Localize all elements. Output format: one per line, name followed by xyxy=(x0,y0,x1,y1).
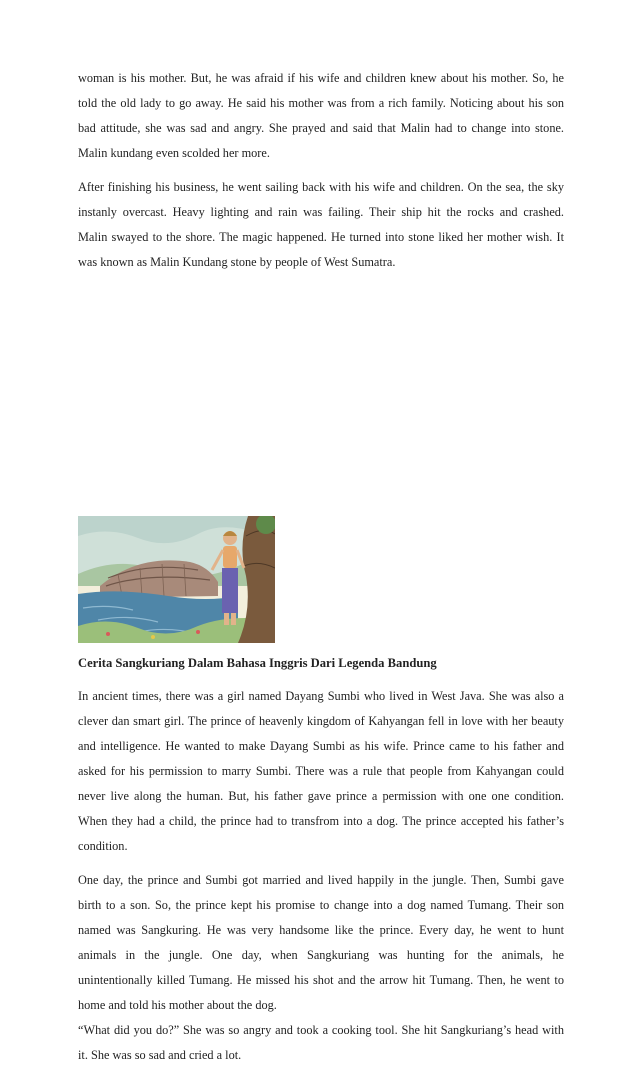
text-line: named was Sangkuring. He was very handsome like the prince. Every day, he went to hunt xyxy=(78,923,564,937)
text-line: One day, the prince and Sumbi got married and lived happily in the jungle. Then, Sumbi gave xyxy=(78,873,564,887)
word: told xyxy=(129,998,149,1012)
document-page xyxy=(78,66,564,1077)
text-line: animals in the jungle. One day, when Sangkuriang was hunting for the animals, he xyxy=(78,948,564,962)
text-line: Malin swayed to the shore. The magic happened. He turned into stone liked her mother wish. It xyxy=(78,230,564,244)
word: dog. xyxy=(255,998,277,1012)
text-line: it. She was so sad and cried a lot. xyxy=(78,1048,242,1062)
text-line: condition. xyxy=(78,839,128,853)
text-line: never live along the human. But, his father gave prince a permission with one one condition. xyxy=(78,789,564,803)
text-line: clever dan smart girl. The prince of heavenly kingdom of Kahyangan fell in love with her beauty xyxy=(78,714,564,728)
text-line: instanly overcast. Heavy lighting and rain was failing. Their ship hit the rocks and crashed. xyxy=(78,205,564,219)
text-line: After finishing his business, he went sailing back with his wife and children. On the sea, the sky xyxy=(78,180,564,194)
text-line: In ancient times, there was a girl named Dayang Sumbi who lived in West Java. She was also a xyxy=(78,689,564,703)
text-line-spread xyxy=(78,993,564,1018)
text-line: birth to a son. So, the prince kept his promise to change into a dog named Tumang. Their son xyxy=(78,898,564,912)
word: about xyxy=(206,998,235,1012)
text-line: was known as Malin Kundang stone by people of West Sumatra. xyxy=(78,255,396,269)
paragraph-2 xyxy=(78,175,564,275)
word: home xyxy=(78,998,106,1012)
word: his xyxy=(151,998,166,1012)
text-line: bad attitude, she was sad and angry. She prayed and said that Malin had to change into stone. xyxy=(78,121,564,135)
text-line: Malin kundang even scolded her more. xyxy=(78,146,270,160)
text-line: unintentionally killed Tumang. He missed his shot and the arrow hit Tumang. Then, he went to xyxy=(78,973,564,987)
text-line: “What did you do?” She was so angry and took a cooking tool. She hit Sangkuriang’s head with xyxy=(78,1023,564,1037)
text-line: asked for his permission to marry Sumbi. There was a rule that people from Kahyangan could xyxy=(78,764,564,778)
text-line: woman is his mother. But, he was afraid if his wife and children knew about his mother. So, he xyxy=(78,71,564,85)
text-line: and intelligence. He wanted to make Dayang Sumbi as his wife. Prince came to his father and xyxy=(78,739,564,753)
text-line: told the old lady to go away. He said his mother was from a rich family. Noticing about his son xyxy=(78,96,564,110)
word: the xyxy=(237,998,253,1012)
section-heading: Cerita Sangkuriang Dalam Bahasa Inggris Dari Legenda Bandung xyxy=(78,656,437,670)
blank-space xyxy=(78,284,564,516)
word: mother xyxy=(168,998,204,1012)
story-illustration xyxy=(78,516,275,643)
paragraph-3 xyxy=(78,684,564,859)
text-line: When they had a child, the prince had to transfrom into a dog. The prince accepted his father’s xyxy=(78,814,564,828)
paragraph-4 xyxy=(78,868,564,1068)
word: and xyxy=(108,998,127,1012)
paragraph-1 xyxy=(78,66,564,166)
